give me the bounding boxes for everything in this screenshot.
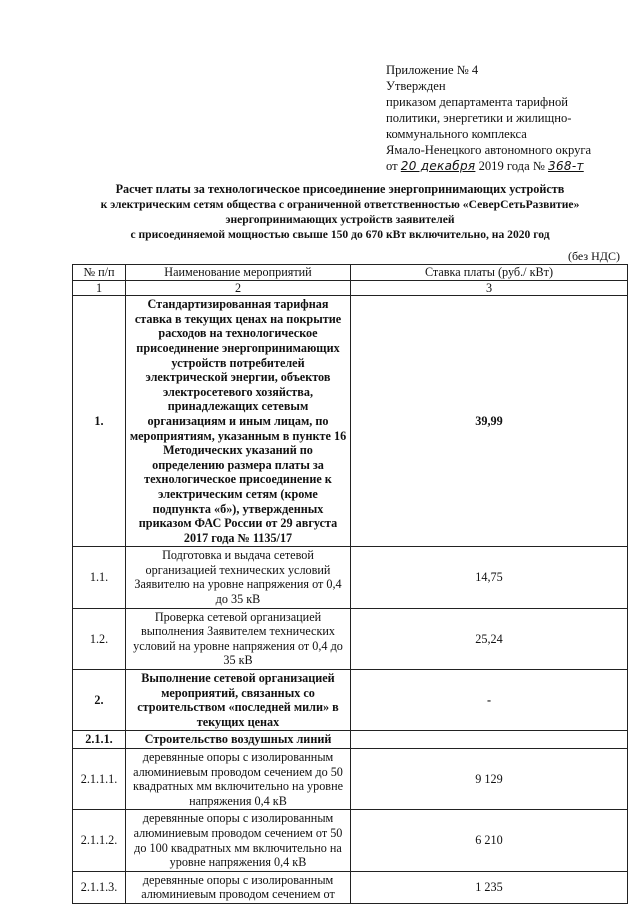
row-number: 1.2. <box>73 608 126 669</box>
title-line-4: с присоединяемой мощностью свыше 150 до 670 кВт включительно, на 2020 год <box>130 228 550 241</box>
column-number-1: 1 <box>73 280 126 296</box>
approval-line-1: приказом департамента тарифной <box>386 95 568 109</box>
row-value: 25,24 <box>351 608 628 669</box>
row-name: Выполнение сетевой организацией мероприятий, связанных со строительством «последней мили» в текущих ценах <box>126 670 351 731</box>
title-line-2: к электрическим сетям общества с ограниченной ответственностью «СеверСетьРазвитие» <box>100 198 580 211</box>
date-prefix: от <box>386 159 398 173</box>
table-row <box>73 608 628 669</box>
approval-line-2: политики, энергетики и жилищно- <box>386 111 572 125</box>
row-value: - <box>351 670 628 731</box>
handwritten-date: 20 декабря <box>400 159 476 173</box>
approval-block <box>386 62 626 174</box>
row-value: 6 210 <box>351 810 628 871</box>
row-name: Подготовка и выдача сетевой организацией технических условий Заявителю на уровне напряжения от 0,4 до 35 кВ <box>126 547 351 608</box>
date-year: 2019 года № <box>478 159 545 173</box>
title-line-3: энергопринимающих устройств заявителей <box>225 213 455 226</box>
row-name: Строительство воздушных линий <box>126 731 351 749</box>
header-rate: Ставка платы (руб./ кВт) <box>351 265 628 281</box>
row-number: 2.1.1.1. <box>73 749 126 810</box>
table-row <box>73 296 628 547</box>
row-number: 2. <box>73 670 126 731</box>
row-number: 2.1.1.3. <box>73 871 126 903</box>
table-row <box>73 547 628 608</box>
row-value: 39,99 <box>351 296 628 547</box>
table-row <box>73 810 628 871</box>
table-row <box>73 871 628 903</box>
title-line-1: Расчет платы за технологическое присоединение энергопринимающих устройств <box>115 182 565 196</box>
approval-line-3: коммунального комплекса <box>386 127 527 141</box>
table-header-row <box>73 265 628 281</box>
table-row <box>73 731 628 749</box>
row-number: 2.1.1. <box>73 731 126 749</box>
row-value: 9 129 <box>351 749 628 810</box>
column-number-2: 2 <box>126 280 351 296</box>
handwritten-order-number: 368-т <box>548 159 584 173</box>
column-number-3: 3 <box>351 280 628 296</box>
appendix-label: Приложение № 4 <box>386 63 479 77</box>
row-name: Стандартизированная тарифная ставка в текущих ценах на покрытие расходов на технологическое присоединение энергопринимающих устройств потребителей электрической энергии, объектов электросетевого хозяйства, принадлежащих сетевым организациям и иным лицам, по мероприятиям, указанным в пункте 16 Методических указаний по определению размера платы за технологическое присоединение к электрическим сетям (кроме подпункта «б»), утвержденных приказом ФАС России от 29 августа 2017 года № 1135/17 <box>126 296 351 547</box>
approved-label: Утвержден <box>386 79 446 93</box>
row-name: Проверка сетевой организацией выполнения Заявителем технических условий на уровне напряжения от 0,4 до 35 кВ <box>126 608 351 669</box>
row-name: деревянные опоры с изолированным алюминиевым проводом сечением от <box>126 871 351 903</box>
row-name: деревянные опоры с изолированным алюминиевым проводом сечением до 50 квадратных мм включительно на уровне напряжения 0,4 кВ <box>126 749 351 810</box>
table-column-numbers-row <box>73 280 628 296</box>
header-name: Наименование мероприятий <box>126 265 351 281</box>
vat-note: (без НДС) <box>567 249 620 263</box>
tariff-table <box>72 264 628 904</box>
table-row <box>73 670 628 731</box>
row-value <box>351 731 628 749</box>
row-name: деревянные опоры с изолированным алюминиевым проводом сечением от 50 до 100 квадратных мм включительно на уровне напряжения 0,4 кВ <box>126 810 351 871</box>
row-number: 1.1. <box>73 547 126 608</box>
approval-date <box>386 158 626 174</box>
table-row <box>73 749 628 810</box>
approval-line-4: Ямало-Ненецкого автономного округа <box>386 143 592 157</box>
header-number: № п/п <box>73 265 126 281</box>
row-number: 2.1.1.2. <box>73 810 126 871</box>
row-value: 1 235 <box>351 871 628 903</box>
row-number: 1. <box>73 296 126 547</box>
document-title <box>60 182 620 242</box>
row-value: 14,75 <box>351 547 628 608</box>
